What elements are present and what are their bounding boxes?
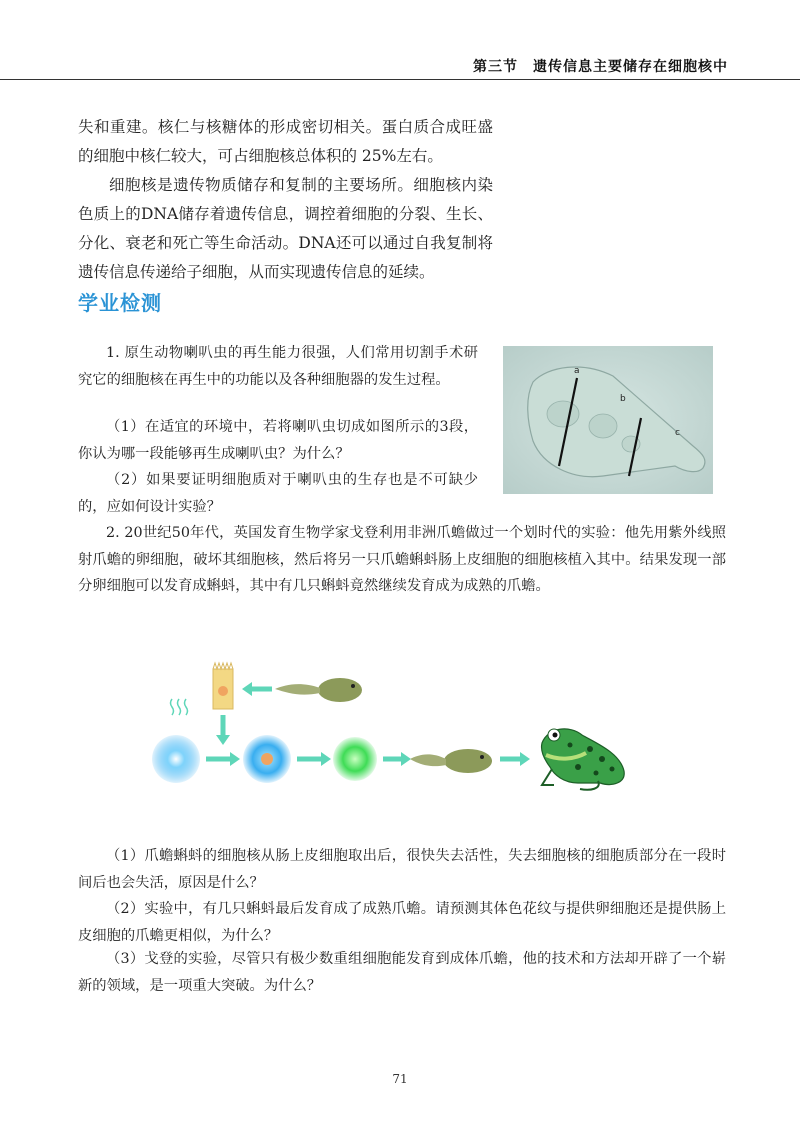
question-2-part-1: （1）爪蟾蝌蚪的细胞核从肠上皮细胞取出后，很快失去活性，失去细胞核的细胞质部分在一段时间后也会失活，原因是什么？ — [78, 848, 726, 891]
arrow-head — [242, 682, 252, 696]
body-paragraph-1: 失和重建。核仁与核糖体的形成密切相关。蛋白质合成旺盛的细胞中核仁较大，可占细胞核总体积的 25%左右。 — [78, 118, 493, 165]
adult-frog — [541, 729, 624, 790]
nuclear-transfer-diagram — [150, 655, 630, 795]
macronucleus-bead — [547, 401, 579, 427]
section-heading: 学业检测 — [78, 291, 162, 315]
running-header-title: 第三节 遗传信息主要储存在细胞核中 — [473, 59, 728, 75]
header-rule — [0, 79, 800, 80]
arrow-head — [216, 735, 230, 745]
question-1-part-1: （1）在适宜的环境中，若将喇叭虫切成如图所示的3段，你认为哪一段能够再生成喇叭虫？为什么？ — [78, 419, 478, 462]
question-2-part-2: （2）实验中，有几只蝌蚪最后发育成了成熟爪蟾。请预测其体色花纹与提供卵细胞还是提供肠上皮细胞的爪蟾更相似，为什么？ — [78, 901, 726, 944]
intestinal-epithelial-cell — [213, 663, 233, 709]
question-2-part-3: （3）戈登的实验，尽管只有极少数重组细胞能发育到成体爪蟾，他的技术和方法却开辟了一个崭新的领域，是一项重大突破。为什么？ — [78, 951, 726, 994]
donor-tadpole — [275, 678, 362, 702]
developing-embryo — [333, 737, 377, 781]
uv-rays-icon — [171, 699, 188, 715]
question-1-part-2: （2）如果要证明细胞质对于喇叭虫的生存也是不可缺少的，应如何设计实验？ — [78, 472, 478, 515]
result-tadpole — [410, 749, 492, 773]
body-paragraph-2: 细胞核是遗传物质储存和复制的主要场所。细胞核内染色质上的DNA储存着遗传信息，调控着细胞的分裂、生长、分化、衰老和死亡等生命活动。DNA还可以通过自我复制将遗传信息传递给子细胞，从而实现遗传信息的延续。 — [78, 176, 493, 281]
arrow-head — [520, 752, 530, 766]
stentor-micrograph — [503, 346, 713, 494]
transplanted-nucleus — [261, 753, 273, 765]
segment-label-a: a — [574, 366, 580, 376]
arrow-head — [230, 752, 240, 766]
segment-label-c: c — [675, 428, 680, 438]
question-2-stem: 2. 20世纪50年代，英国发育生物学家戈登利用非洲爪蟾做过一个划时代的实验：他先用紫外线照射爪蟾的卵细胞，破坏其细胞核，然后将另一只爪蟾蝌蚪肠上皮细胞的细胞核植入其中。结果发现一部分卵细胞可以发育成蝌蚪，其中有几只蝌蚪竟然继续发育成为成熟的爪蟾。 — [78, 525, 726, 594]
arrow-head — [401, 752, 411, 766]
arrow-head — [321, 752, 331, 766]
macronucleus-bead — [589, 414, 617, 438]
irradiated-egg-cell — [152, 735, 200, 783]
question-1-stem: 1. 原生动物喇叭虫的再生能力很强，人们常用切割手术研究它的细胞核在再生中的功能以及各种细胞器的发生过程。 — [78, 345, 478, 388]
segment-label-b: b — [620, 394, 626, 404]
page-number: 71 — [392, 1072, 408, 1086]
